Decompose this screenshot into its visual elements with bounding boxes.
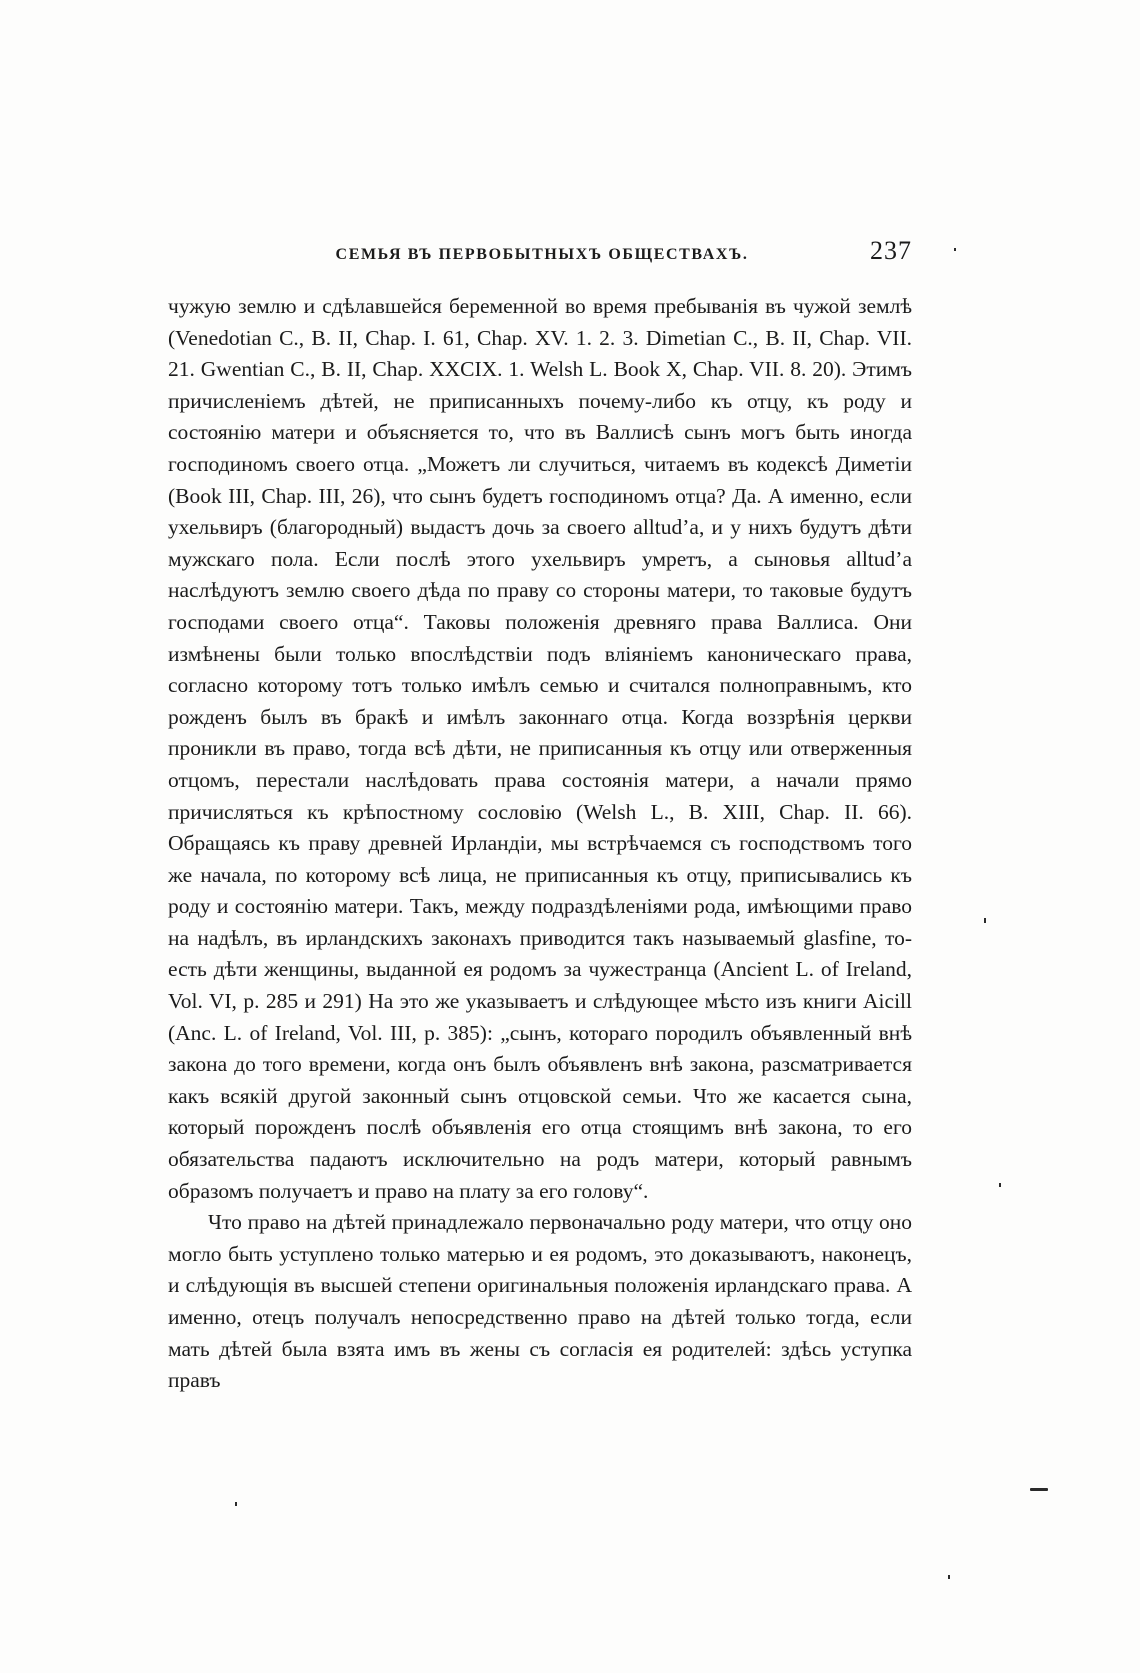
scan-speck [984, 918, 986, 923]
running-head [172, 236, 912, 276]
body-text [168, 291, 912, 1397]
paragraph: Что право на дѣтей принадлежало первоначально роду матери, что отцу оно могло быть уступлено только матерью и ея родомъ, это доказываютъ, наконецъ, и слѣдующія въ высшей степени оригинальныя положенія ирландскаго права. А именно, отецъ получалъ непосредственно право на дѣтей только тогда, если мать дѣтей была взята имъ въ жены съ согласія ея родителей: здѣсь уступка правъ [168, 1210, 912, 1393]
page-number: 237 [870, 236, 912, 265]
scan-speck [1030, 1488, 1048, 1491]
scan-speck [948, 1575, 950, 1579]
scan-speck [954, 248, 956, 251]
running-title: СЕМЬЯ ВЪ ПЕРВОБЫТНЫХЪ ОБЩЕСТВАХЪ. [335, 246, 749, 263]
scan-speck [235, 1502, 237, 1506]
scan-speck [999, 1183, 1001, 1187]
paragraph-continued: чужую землю и сдѣлавшейся беременной во время пребыванія въ чужой землѣ (Venedotian C., B. II, Chap. I. 61, Chap. XV. 1. 2. 3. Dimetian C., B. II, Chap. VII. 21. Gwentian C., B. II, Chap. XXCIX. 1. Welsh L. Book X, Chap. VII. 8. 20). Этимъ причисленіемъ дѣтей, не приписанныхъ почему-либо къ отцу, къ роду и состоянію матери и объясняется то, что въ Валлисѣ сынъ могъ быть иногда господиномъ своего отца. „Можетъ ли случиться, читаемъ въ кодексѣ Диметіи (Book III, Chap. III, 26), что сынъ будетъ господиномъ отца? Да. А именно, если ухельвиръ (благородный) выдастъ дочь за своего alltud’a, и у нихъ будутъ дѣти мужскаго пола. Если послѣ этого ухельвиръ умретъ, а сыновья alltud’a наслѣдуютъ землю своего дѣда по праву со стороны матери, то таковые будутъ господами своего отца“. Таковы положенія древняго права Валлиса. Они измѣнены были только впослѣдствіи подъ вліяніемъ каноническаго права, согласно которому тотъ только имѣлъ семью и считался полноправнымъ, кто рожденъ былъ въ бракѣ и имѣлъ законнаго отца. Когда воззрѣнія церкви проникли въ право, тогда всѣ дѣти, не приписанныя къ отцу или отверженныя отцомъ, перестали наслѣдовать права состоянія матери, а начали прямо причисляться къ крѣпостному сословію (Welsh L., B. XIII, Chap. II. 66). Обращаясь къ праву древней Ирландіи, мы встрѣчаемся съ господствомъ того же начала, по которому всѣ лица, не приписанныя къ отцу, приписывались къ роду и состоянію матери. Такъ, между подраздѣленіями рода, имѣющими право на надѣлъ, въ ирландскихъ законахъ приводится такъ называемый glasfine, то-есть дѣти женщины, выданной ея родомъ за чужестранца (Ancient L. of Ireland, Vol. VI, p. 285 и 291) На это же указываетъ и слѣдующее мѣсто изъ книги Aicill (Anc. L. of Ireland, Vol. III, p. 385): „сынъ, котораго породилъ объявленный внѣ закона до того времени, когда онъ былъ объявленъ внѣ закона, разсматривается какъ всякій другой законный сынъ отцовской семьи. Что же касается сына, который порожденъ послѣ объявленія его отца стоящимъ внѣ закона, то его обязательства падаютъ исключительно на родъ матери, который равнымъ образомъ получаетъ и право на плату за его голову“. [168, 294, 912, 1203]
